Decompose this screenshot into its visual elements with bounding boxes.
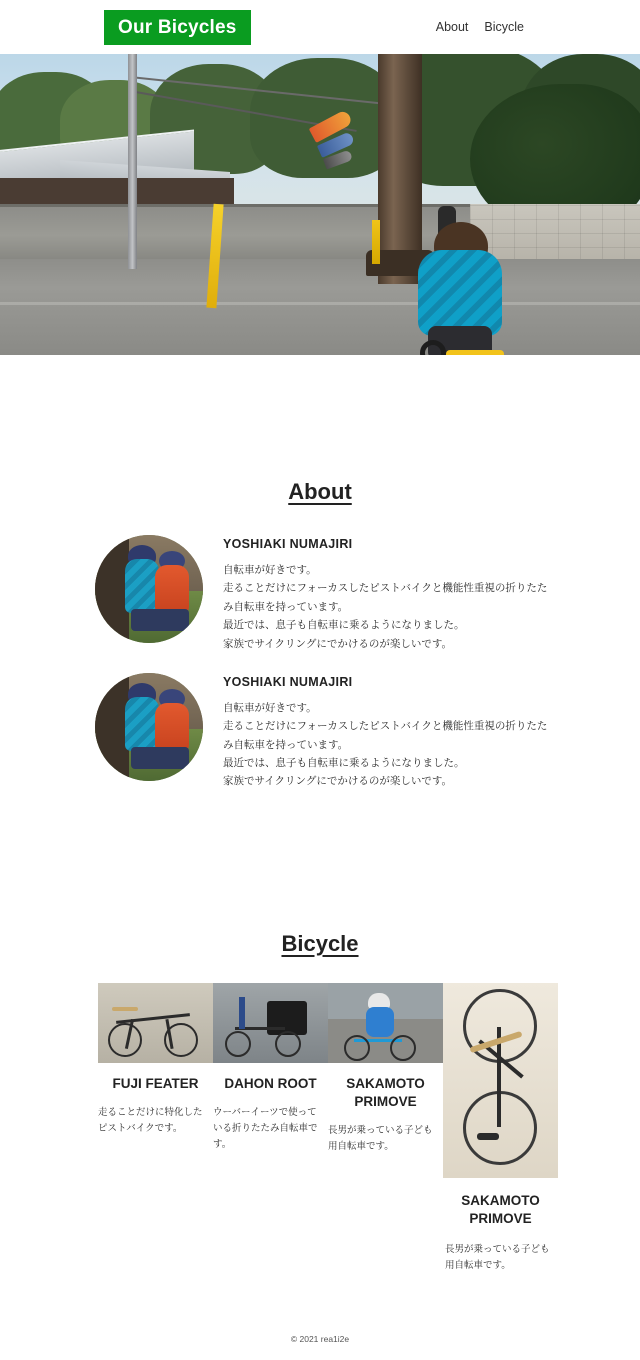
yellow-post: [372, 220, 380, 264]
bike-wheel: [390, 1035, 416, 1061]
bike-wheel: [225, 1031, 251, 1057]
avatar-child-body: [155, 565, 189, 613]
about-text-line: 自転車が好きです。: [223, 701, 317, 714]
about-text-line: 走ることだけにフォーカスしたピストバイクと機能性重視の折りたたみ自転車を持っています。: [223, 720, 548, 751]
balance-bike-frame: [446, 350, 504, 355]
bike-handlebar: [112, 1007, 138, 1011]
bicycle-section: [0, 809, 640, 1275]
bike-wheel: [344, 1035, 370, 1061]
bicycle-card[interactable]: [98, 983, 213, 1138]
bicycle-desc: 長男が乗っている子ども用自転車です。: [328, 1125, 433, 1153]
folding-frame: [239, 997, 245, 1029]
site-footer: [0, 1274, 640, 1360]
about-item: [0, 533, 640, 653]
about-section: [0, 355, 640, 791]
avatar: [95, 535, 203, 643]
site-logo[interactable]: Our Bicycles: [104, 10, 251, 45]
bicycle-card-list: [0, 983, 640, 1275]
avatar-shadow: [95, 673, 129, 781]
nav-item-about[interactable]: About: [435, 20, 469, 34]
avatar-child-body: [155, 703, 189, 751]
nav-item-bicycle[interactable]: Bicycle: [484, 20, 524, 34]
about-text-line: 走ることだけにフォーカスしたピストバイクと機能性重視の折りたたみ自転車を持っています。: [223, 582, 548, 613]
bicycle-desc: ウーバーイーツで使っている折りたたみ自転車です。: [213, 1106, 318, 1151]
about-text-line: 自転車が好きです。: [223, 564, 317, 576]
bicycle-card[interactable]: [328, 983, 443, 1156]
bicycle-card[interactable]: [443, 983, 558, 1275]
bicycle-name: DAHON ROOT: [224, 1075, 317, 1091]
about-title: About: [288, 479, 352, 504]
bicycle-photo: [98, 983, 213, 1063]
road-surface: [0, 259, 640, 355]
avatar: [95, 673, 203, 781]
bicycle-name: FUJI FEATER: [112, 1075, 199, 1091]
about-text-line: 家族でサイクリングにでかけるのが楽しいです。: [223, 775, 453, 788]
bike-wheel: [108, 1023, 142, 1057]
road-marking: [0, 302, 640, 305]
avatar-child-legs: [131, 747, 189, 769]
bicycle-card[interactable]: [213, 983, 328, 1154]
copyright-text: © 2021 rea1i2e: [290, 1334, 350, 1345]
hero-image: [0, 54, 640, 355]
about-item: [0, 671, 640, 791]
about-text-line: 最近では、息子も自転車に乗るようになりました。: [223, 757, 465, 769]
main-nav: [436, 20, 524, 34]
about-person-name: YOSHIAKI NUMAJIRI: [223, 537, 353, 551]
about-body: [223, 533, 550, 653]
bike-wheel: [164, 1023, 198, 1057]
avatar-child-legs: [131, 609, 189, 631]
child-rider: [366, 1007, 394, 1037]
utility-pole: [128, 54, 137, 269]
about-text-line: 家族でサイクリングにでかけるのが楽しいです。: [223, 637, 453, 650]
avatar-child-body: [125, 559, 159, 613]
bicycle-name: SAKAMOTO PRIMOVE: [461, 1192, 540, 1226]
avatar-shadow: [95, 535, 129, 643]
bicycle-photo: [443, 983, 558, 1178]
bicycle-desc: 長男が乗っている子ども用自転車です。: [445, 1244, 550, 1272]
bicycle-photo: [328, 983, 443, 1063]
child-shirt: [418, 250, 502, 336]
bicycle-name: SAKAMOTO PRIMOVE: [346, 1075, 425, 1109]
site-header: [0, 0, 640, 54]
about-body: [223, 671, 550, 791]
bicycle-title: Bicycle: [281, 930, 359, 956]
bike-pedal: [477, 1133, 499, 1140]
about-text-line: 最近では、息子も自転車に乗るようになりました。: [223, 619, 465, 632]
about-list: [0, 533, 640, 791]
bicycle-desc: 走ることだけに特化したピストバイクです。: [98, 1106, 203, 1135]
bicycle-photo: [213, 983, 328, 1063]
bike-wheel: [275, 1031, 301, 1057]
avatar-child-body: [125, 697, 159, 751]
about-person-name: YOSHIAKI NUMAJIRI: [223, 674, 353, 689]
